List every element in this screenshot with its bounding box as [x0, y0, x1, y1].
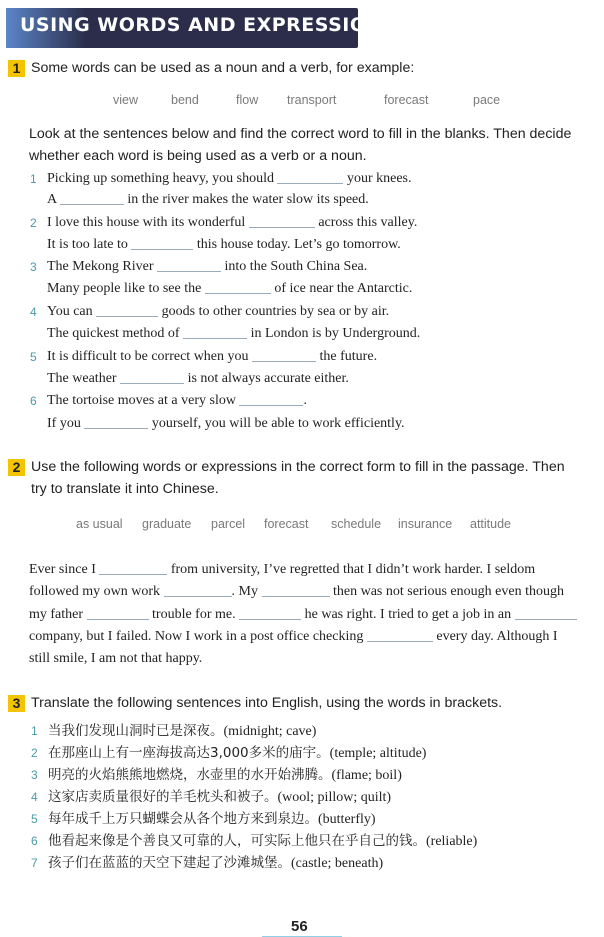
- translation-item: 5 每年成千上万只蝴蝶会从各个地方来到泉边。(butterfly): [31, 811, 376, 827]
- exercise-item: It is too late to this house today. Let’s go tomorrow.: [47, 237, 401, 252]
- exercise-1-instruction: Some words can be used as a noun and a verb, for example:: [31, 60, 415, 76]
- exercise-item: The quickest method of in London is by Underground.: [47, 326, 421, 341]
- exercise-item: Many people like to see the of ice near the Antarctic.: [47, 281, 413, 296]
- item-number: 5: [30, 350, 37, 364]
- passage-line: company, but I failed. Now I work in a post office checking every day. Although I: [29, 629, 558, 644]
- translation-item: 2 在那座山上有一座海拔高达3,000多米的庙宇。(temple; altitude): [31, 745, 427, 761]
- page-number: 56: [291, 918, 308, 935]
- blank-field[interactable]: [239, 393, 303, 406]
- exercise-number-3: 3: [8, 695, 25, 712]
- item-number: 4: [30, 305, 37, 319]
- exercise-item: The weather is not always accurate either.: [47, 371, 349, 386]
- translation-item: 3 明亮的火焰熊熊地燃烧，水壶里的水开始沸腾。(flame; boil): [31, 767, 402, 783]
- translation-item: 7 孩子们在蓝蓝的天空下建起了沙滩城堡。(castle; beneath): [31, 855, 384, 871]
- translation-item: 1 当我们发现山洞时已是深夜。(midnight; cave): [31, 723, 317, 739]
- item-number: 6: [31, 834, 38, 848]
- word-item: forecast: [264, 517, 309, 531]
- exercise-item: 6 The tortoise moves at a very slow .: [47, 391, 307, 411]
- blank-field[interactable]: [157, 259, 221, 272]
- passage-line: my father trouble for me. he was right. I tried to get a job in an: [29, 604, 577, 626]
- word-item: parcel: [211, 517, 246, 531]
- exercise-1-paragraph-line-1: Look at the sentences below and find the correct word to fill in the blanks. Then decide: [29, 126, 572, 142]
- exercise-item: 3 The Mekong River into the South China Sea.: [47, 257, 367, 277]
- exercise-item: A in the river makes the water slow its speed.: [47, 192, 369, 207]
- item-number: 1: [30, 172, 37, 186]
- blank-field[interactable]: [205, 281, 271, 294]
- item-number: 1: [31, 724, 38, 738]
- word-item: schedule: [331, 517, 382, 531]
- blank-field[interactable]: [99, 562, 167, 575]
- exercise-2-instruction-line-2: try to translate it into Chinese.: [31, 481, 219, 497]
- word-item: flow: [236, 93, 259, 107]
- blank-field[interactable]: [131, 237, 193, 250]
- exercise-number-2: 2: [8, 459, 25, 476]
- blank-field[interactable]: [277, 171, 343, 184]
- exercise-number-1: 1: [8, 60, 25, 77]
- word-item: view: [113, 93, 139, 107]
- word-item: as usual: [76, 517, 123, 531]
- blank-field[interactable]: [183, 326, 247, 339]
- exercise-item: 5 It is difficult to be correct when you the future.: [47, 347, 377, 367]
- blank-field[interactable]: [249, 215, 315, 228]
- item-number: 7: [31, 856, 38, 870]
- blank-field[interactable]: [367, 629, 433, 642]
- item-number: 5: [31, 812, 38, 826]
- passage-line: followed my own work . My then was not serious enough even though: [29, 584, 564, 599]
- word-item: attitude: [470, 517, 512, 531]
- exercise-1-paragraph-line-2: whether each word is being used as a verb or a noun.: [29, 148, 367, 164]
- word-item: graduate: [142, 517, 192, 531]
- passage-line: Ever since I from university, I’ve regretted that I didn’t work harder. I seldom: [29, 562, 536, 577]
- word-list-2: [0, 517, 604, 535]
- blank-field[interactable]: [120, 371, 184, 384]
- banner-title: USING WORDS AND EXPRESSIONS: [20, 14, 398, 36]
- item-number: 2: [31, 746, 38, 760]
- blank-field[interactable]: [84, 416, 148, 429]
- word-item: transport: [287, 93, 337, 107]
- exercise-2-instruction-line-1: Use the following words or expressions in the correct form to fill in the passage. Then: [31, 459, 565, 475]
- word-list-1: [0, 93, 604, 111]
- item-number: 6: [30, 394, 37, 408]
- passage-line: still smile, I am not that happy.: [29, 651, 203, 666]
- word-item: forecast: [384, 93, 429, 107]
- word-item: pace: [473, 93, 501, 107]
- blank-field[interactable]: [239, 607, 301, 620]
- translation-item: 6 他看起来像是个善良又可靠的人，可实际上他只在乎自己的钱。(reliable): [31, 833, 478, 849]
- exercise-item: 4 You can goods to other countries by sea or by air.: [47, 302, 389, 322]
- blank-field[interactable]: [515, 607, 577, 620]
- item-number: 3: [31, 768, 38, 782]
- exercise-item: 1 Picking up something heavy, you should your knees.: [47, 169, 412, 189]
- word-item: bend: [171, 93, 199, 107]
- blank-field[interactable]: [252, 349, 316, 362]
- item-number: 4: [31, 790, 38, 804]
- translation-item: 4 这家店卖质量很好的羊毛枕头和被子。(wool; pillow; quilt): [31, 789, 392, 805]
- blank-field[interactable]: [164, 584, 232, 597]
- section-banner: [6, 8, 398, 48]
- word-item: insurance: [398, 517, 453, 531]
- exercise-item: 2 I love this house with its wonderful across this valley.: [47, 213, 417, 233]
- exercise-item: If you yourself, you will be able to work efficiently.: [47, 416, 405, 431]
- item-number: 3: [30, 260, 37, 274]
- blank-field[interactable]: [87, 607, 149, 620]
- item-number: 2: [30, 216, 37, 230]
- blank-field[interactable]: [60, 192, 124, 205]
- blank-field[interactable]: [96, 304, 158, 317]
- blank-field[interactable]: [262, 584, 330, 597]
- exercise-3-instruction: Translate the following sentences into English, using the words in brackets.: [31, 695, 503, 711]
